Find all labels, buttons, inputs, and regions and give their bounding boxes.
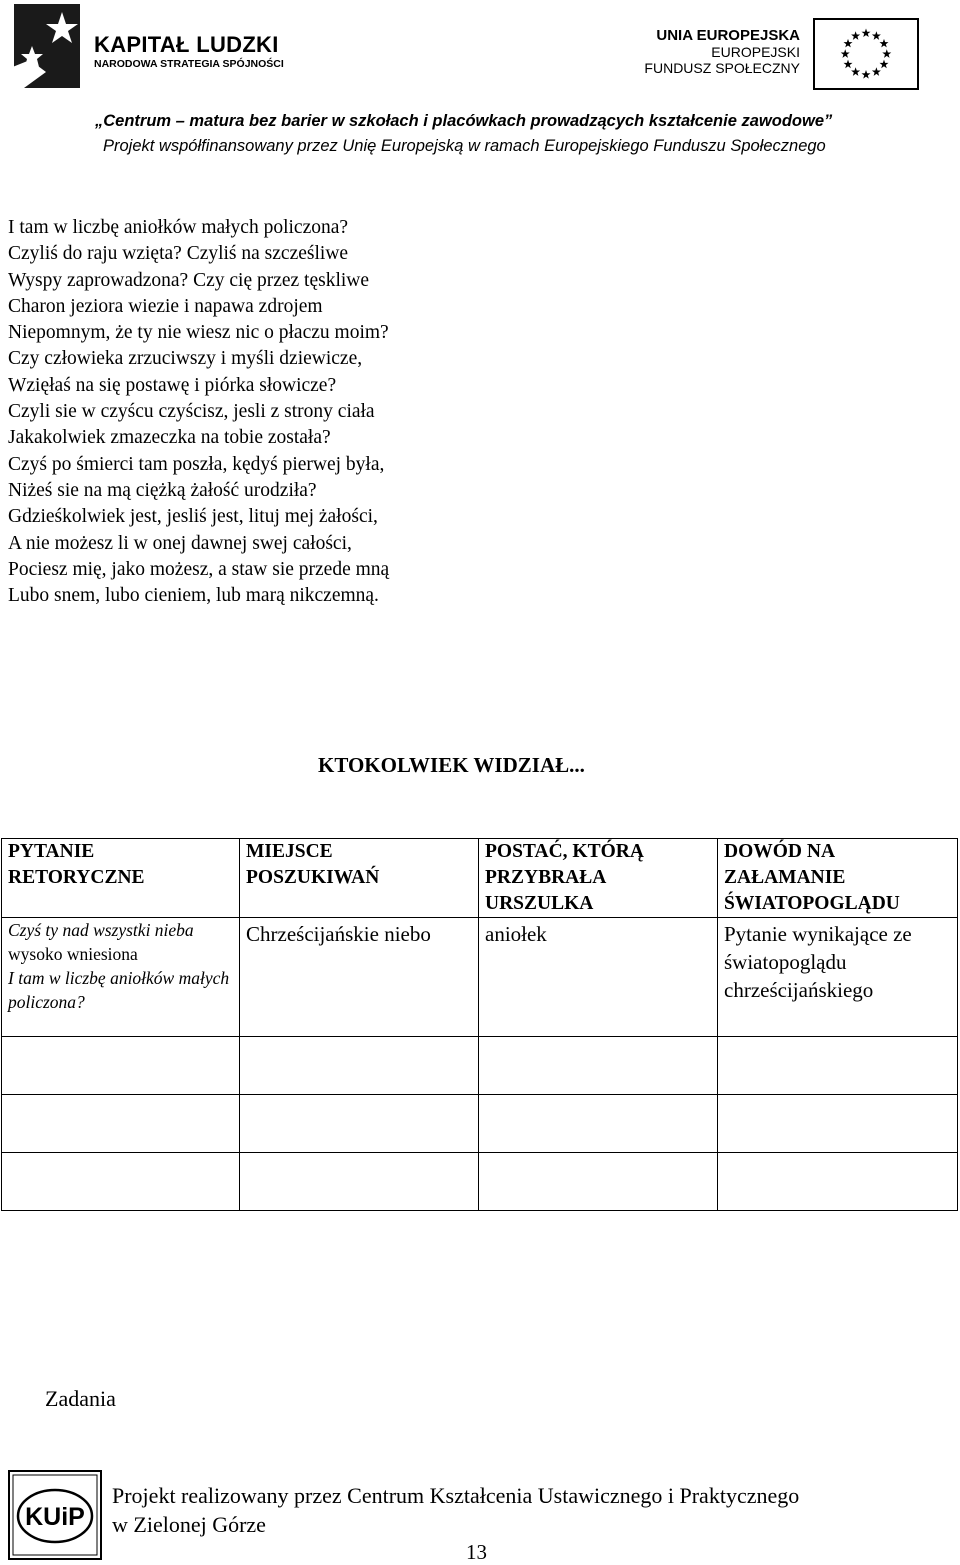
table-row-empty (2, 1037, 958, 1095)
cell-place: Chrześcijańskie niebo (240, 918, 479, 1037)
section-title: KTOKOLWIEK WIDZIAŁ... (318, 753, 585, 777)
table-row (2, 918, 958, 1037)
eu-star-icon (882, 49, 891, 58)
empty-cell[interactable] (240, 1037, 479, 1095)
svg-text:KUiP: KUiP (25, 1503, 85, 1531)
poem-line: Jakakolwiek zmazeczka na tobie została? (8, 427, 331, 449)
eu-star-icon (880, 39, 889, 48)
empty-cell[interactable] (479, 1095, 718, 1153)
poem-line: A nie możesz li w onej dawnej swej całości, (8, 532, 352, 554)
page-number: 13 (466, 1540, 487, 1564)
cell-evidence: Pytanie wynikające ze światopoglądu chrześcijańskiego (718, 918, 958, 1037)
empty-cell[interactable] (2, 1153, 240, 1211)
eu-logo-text (644, 27, 800, 76)
header-rhetorical-question: PYTANIE RETORYCZNE (2, 839, 240, 918)
poem-excerpt (8, 215, 389, 609)
poem-line: Wyspy zaprowadzona? Czy cię przez tęskliwe (8, 269, 370, 291)
poem-line: Niepomnym, że ty nie wiesz nic o płaczu moim? (8, 322, 389, 344)
table-row-empty (2, 1153, 958, 1211)
poem-line: Lubo snem, lubo cieniem, lub marą nikczemną. (8, 585, 379, 607)
question-part-1: Czyś ty nad wszystki nieba (8, 920, 194, 940)
eu-star-icon (841, 49, 850, 58)
table-row-empty (2, 1095, 958, 1153)
eu-star-icon (880, 60, 889, 69)
poem-line: Gdzieśkolwiek jest, jesliś jest, lituj mej żałości, (8, 506, 378, 528)
kuip-logo-icon (8, 1470, 102, 1560)
eu-logo-line1: UNIA EUROPEJSKA (656, 27, 800, 44)
poem-line: Wzięłaś na się postawę i piórka słowicze? (8, 374, 337, 396)
footer-line1: Projekt realizowany przez Centrum Kształcenia Ustawicznego i Praktycznego (112, 1483, 800, 1508)
eu-logo-line3: FUNDUSZ SPOŁECZNY (644, 60, 800, 76)
eu-star-icon (844, 39, 853, 48)
cell-question (2, 918, 240, 1037)
header-evidence: DOWÓD NA ZAŁAMANIE ŚWIATOPOGLĄDU (718, 839, 958, 918)
project-title: „Centrum – matura bez barier w szkołach i placówkach prowadzących kształcenie zawodowe” (95, 112, 833, 130)
poem-line: Pociesz mię, jako możesz, a staw sie przede mną (8, 558, 390, 580)
eu-star-icon (862, 29, 871, 38)
poem-line: Niżeś sie na mą ciężką żałość urodziła? (8, 479, 317, 501)
eu-star-icon (872, 67, 881, 76)
empty-cell[interactable] (479, 1153, 718, 1211)
empty-cell[interactable] (240, 1095, 479, 1153)
kapital-ludzki-title: KAPITAŁ LUDZKI (94, 32, 279, 57)
kapital-ludzki-subtitle: NARODOWA STRATEGIA SPÓJNOŚCI (94, 58, 284, 70)
eu-star-icon (844, 60, 853, 69)
question-part-3: I tam w liczbę aniołków małych policzona? (8, 968, 230, 1012)
eu-star-icon (872, 31, 881, 40)
question-part-2: wysoko wniesiona (8, 944, 138, 964)
kapital-ludzki-logo (10, 2, 300, 92)
poem-line: Czyś po śmierci tam poszła, kędyś pierwej była, (8, 453, 385, 475)
empty-cell[interactable] (2, 1095, 240, 1153)
empty-cell[interactable] (2, 1037, 240, 1095)
header-search-place: MIEJSCE POSZUKIWAŃ (240, 839, 479, 918)
poem-line: Charon jeziora wiezie i napawa zdrojem (8, 295, 323, 317)
cell-figure: aniołek (479, 918, 718, 1037)
poem-line: Czyli sie w czyścu czyścisz, jesli z strony ciała (8, 401, 375, 423)
header-figure: POSTAĆ, KTÓRĄ PRZYBRAŁA URSZULKA (479, 839, 718, 918)
kapital-ludzki-star-icon (10, 2, 90, 90)
eu-star-icon (851, 67, 860, 76)
empty-cell[interactable] (240, 1153, 479, 1211)
worksheet-table (1, 838, 958, 1211)
eu-flag-icon (813, 18, 919, 90)
footer-line2: w Zielonej Górze (112, 1512, 266, 1537)
empty-cell[interactable] (718, 1037, 958, 1095)
eu-star-icon (851, 31, 860, 40)
project-subtitle: Projekt współfinansowany przez Unię Europejską w ramach Europejskiego Funduszu Społecznego (103, 137, 826, 155)
table-header-row (2, 839, 958, 918)
poem-line: Czyliś do raju wzięta? Czyliś na szcześliwe (8, 243, 349, 265)
tasks-label: Zadania (45, 1386, 116, 1411)
eu-logo (644, 15, 925, 95)
poem-line: I tam w liczbę aniołków małych policzona? (8, 217, 349, 238)
empty-cell[interactable] (718, 1153, 958, 1211)
empty-cell[interactable] (718, 1095, 958, 1153)
eu-star-icon (862, 70, 871, 79)
poem-line: Czy człowieka zrzuciwszy i myśli dziewicze, (8, 348, 363, 370)
eu-logo-line2: EUROPEJSKI (711, 44, 800, 60)
empty-cell[interactable] (479, 1037, 718, 1095)
